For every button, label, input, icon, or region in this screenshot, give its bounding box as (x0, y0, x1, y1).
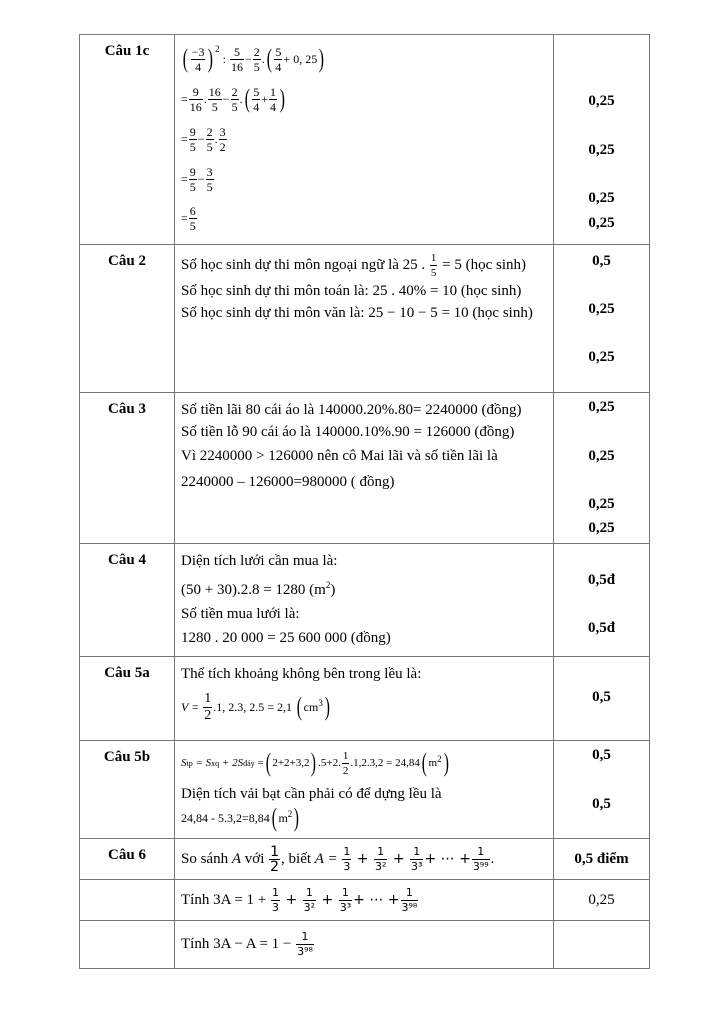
answer-body (175, 880, 554, 921)
points-cell (554, 393, 650, 544)
area-formula: S tp = S xq + 2S đáy = ( 2+2+3,2 ) .5+2. 1 2 .1,2.3,2 = 24,84 ( m $^2$ ) (181, 748, 449, 777)
score: 0,25 (588, 93, 615, 109)
score: 0,25 (588, 496, 615, 512)
question-label: Câu 2 (80, 245, 175, 393)
points-cell (554, 741, 650, 839)
score: 0,5 (592, 747, 611, 763)
answer-line: Số tiền lỗ 90 cái áo là 140000.10%.90 = 126000 (đồng) (181, 424, 515, 440)
question-label: Câu 5a (80, 657, 175, 741)
score: 0,5đ (587, 572, 616, 588)
answer-line: 1280 . 20 000 = 25 600 000 (đồng) (181, 630, 391, 646)
points-cell (554, 657, 650, 741)
answer-table (79, 34, 650, 969)
score: 0,25 (588, 399, 615, 415)
score: 0,5 (592, 796, 611, 812)
answer-body (175, 839, 554, 880)
answer-body (175, 657, 554, 741)
score: 0,25 (588, 520, 615, 536)
score: 0,25 (588, 448, 615, 464)
points-cell (554, 839, 650, 880)
answer-line: Tính 3A − A = 1 − $\frac{1}{\text{3⁹⁸}}$ (181, 929, 313, 958)
row-cau-5b (80, 741, 650, 839)
answer-line: Tính 3A = 1 + $\frac{1}{3}$ + $\frac{1}{\text{3²}}$ + $\frac{1}{\text{3³}}$ + ⋯ + $\frac{1}{\text{3⁹⁸}}$ (181, 885, 418, 914)
answer-line: Diện tích lưới cần mua là: (181, 553, 338, 569)
empty-cell (80, 880, 175, 921)
math-line-1: ( −3 4 ) $^2$ : 5 16 − $\frac{2}{5}$ . ( 5 4 + 0, 25 ) (182, 44, 325, 74)
answer-body (175, 393, 554, 544)
answer-line: Số tiền lãi 80 cái áo là 140000.20%.80= 2240000 (đồng) (181, 402, 522, 418)
math-line-4: = $\frac{9}{5}$ − $\frac{3}{5}$ (181, 164, 213, 194)
row-cau-6-step-1 (80, 880, 650, 921)
answer-line: So sánh A với 1 2 , biết A = $\frac{1}{3}$ + $\frac{1}{\text{3²}}$ + $\frac{1}{\text{3³}}$ + ⋯ + $\frac{1}{\text{3⁹⁹}}$ . (181, 843, 495, 875)
answer-line: 2240000 – 126000=980000 ( đồng) (181, 474, 395, 490)
answer-line: Diện tích vải bạt cần phải có để dựng lều là (181, 786, 442, 802)
row-cau-2 (80, 245, 650, 393)
empty-cell (80, 921, 175, 969)
answer-body (175, 741, 554, 839)
score: 0,25 (588, 301, 615, 317)
answer-line: 24,84 - 5.3,2=8,84 ( m $^2$ ) (181, 803, 300, 832)
score: 0,25 (588, 349, 615, 365)
row-cau-3 (80, 393, 650, 544)
math-line-2: = $\frac{9}{16}$ . 16 5 − $\frac{2}{5}$ . ( 5 4 + $\frac{1}{4}$ ) (181, 84, 285, 114)
volume-formula: V = $\frac{1}{2}$ .1, 2.3, 2.5 = 2,1 ( cm $^3$ ) (181, 690, 330, 723)
points-cell (554, 245, 650, 393)
question-label: Câu 4 (80, 544, 175, 657)
points-cell (554, 880, 650, 921)
points-cell (554, 544, 650, 657)
score: 0,5đ (587, 620, 616, 636)
question-label: Câu 5b (80, 741, 175, 839)
answer-body (175, 35, 554, 245)
answer-line: (50 + 30).2.8 = 1280 $(m^2)$ (181, 580, 336, 598)
math-line-3: = $\frac{9}{5}$ − $\frac{2}{5}$ . 3 2 (181, 124, 226, 154)
row-cau-6-step-2 (80, 921, 650, 969)
answer-body (175, 921, 554, 969)
answer-line: Số tiền mua lưới là: (181, 606, 300, 622)
question-label: Câu 1c (80, 35, 175, 245)
math-line-5: = $\frac{6}{5}$ (181, 203, 196, 233)
score: 0,25 (588, 891, 615, 908)
answer-body (175, 544, 554, 657)
score: 0,25 (588, 190, 615, 206)
row-cau-4 (80, 544, 650, 657)
score: 0,5 (592, 689, 611, 705)
answer-line: Vì 2240000 > 126000 nên cô Mai lãi và số tiền lãi là (181, 448, 498, 464)
score: 0,25 (588, 215, 615, 231)
row-cau-5a (80, 657, 650, 741)
answer-line: Số học sinh dự thi môn văn là: 25 − 10 − 5 = 10 (học sinh) (181, 305, 533, 321)
empty-cell (554, 921, 650, 969)
score: 0,5 điểm (574, 850, 629, 867)
answer-line: Số học sinh dự thi môn ngoại ngữ là 25 . $\frac{1}{5}$ = 5 (học sinh) (181, 252, 527, 279)
question-label: Câu 6 (80, 839, 175, 880)
answer-body (175, 245, 554, 393)
answer-line: Số học sinh dự thi môn toán là: 25 . 40% = 10 (học sinh) (181, 283, 522, 299)
row-cau-1c (80, 35, 650, 245)
question-label: Câu 3 (80, 393, 175, 544)
row-cau-6 (80, 839, 650, 880)
answer-line: Thể tích khoảng không bên trong lều là: (181, 666, 422, 682)
points-cell (554, 35, 650, 245)
score: 0,5 (592, 253, 611, 269)
score: 0,25 (588, 142, 615, 158)
